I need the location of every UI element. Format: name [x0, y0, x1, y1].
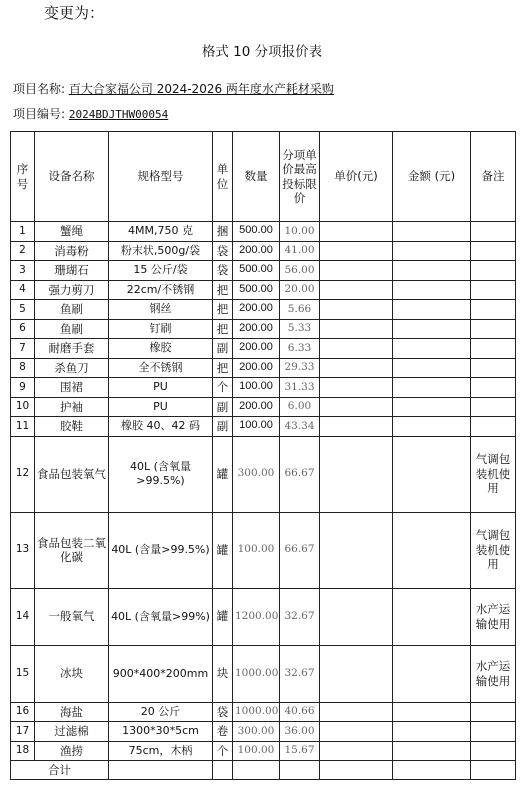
cell-device-name: 一般氧气	[35, 588, 109, 645]
cell-device-name: 胶鞋	[35, 417, 109, 437]
total-cell-empty	[233, 761, 280, 780]
cell-remark	[471, 702, 516, 722]
cell-remark	[471, 339, 516, 359]
cell-quantity: 100.00	[233, 741, 280, 761]
cell-unit-price	[320, 722, 393, 742]
project-code-line	[13, 105, 168, 122]
cell-seq: 6	[11, 319, 35, 339]
cell-remark: 水产运输使用	[471, 645, 516, 702]
cell-spec: 钉刷	[109, 319, 213, 339]
cell-remark	[471, 741, 516, 761]
cell-spec: 1300*30*5cm	[109, 722, 213, 742]
total-cell-empty	[280, 761, 320, 780]
cell-seq: 17	[11, 722, 35, 742]
cell-remark	[471, 280, 516, 300]
project-name-value: 百大合家福公司 2024-2026 两年度水产耗材采购	[68, 82, 334, 96]
cell-seq: 12	[11, 436, 35, 512]
table-row	[11, 358, 516, 378]
cell-quantity: 100.00	[233, 512, 280, 588]
cell-seq: 2	[11, 241, 35, 261]
cell-unit-price	[320, 280, 393, 300]
cell-unit: 副	[213, 397, 233, 417]
cell-quantity: 1000.00	[233, 702, 280, 722]
cell-unit: 捆	[213, 222, 233, 242]
cell-quantity: 500.00	[233, 222, 280, 242]
cell-unit: 把	[213, 319, 233, 339]
cell-spec: 900*400*200mm	[109, 645, 213, 702]
table-header-row	[11, 132, 516, 222]
cell-quantity: 200.00	[233, 358, 280, 378]
header-unit: 单位	[213, 132, 233, 222]
table-row	[11, 339, 516, 359]
cell-remark	[471, 417, 516, 437]
cell-unit: 块	[213, 645, 233, 702]
cell-quantity: 200.00	[233, 397, 280, 417]
cell-device-name: 鱼刷	[35, 300, 109, 320]
cell-seq: 3	[11, 261, 35, 281]
cell-spec: 橡胶	[109, 339, 213, 359]
cell-amount	[393, 722, 471, 742]
cell-quantity: 1000.00	[233, 645, 280, 702]
cell-remark	[471, 397, 516, 417]
cell-unit-price	[320, 222, 393, 242]
cell-max-bid-price: 36.00	[280, 722, 320, 742]
cell-max-bid-price: 6.00	[280, 397, 320, 417]
cell-seq: 14	[11, 588, 35, 645]
cell-unit-price	[320, 417, 393, 437]
cell-amount	[393, 436, 471, 512]
cell-device-name: 冰块	[35, 645, 109, 702]
cell-unit-price	[320, 741, 393, 761]
cell-seq: 10	[11, 397, 35, 417]
table-row	[11, 722, 516, 742]
table-row	[11, 645, 516, 702]
cell-max-bid-price: 66.67	[280, 436, 320, 512]
cell-device-name: 食品包装二氧化碳	[35, 512, 109, 588]
cell-unit: 把	[213, 300, 233, 320]
cell-amount	[393, 588, 471, 645]
cell-spec: 粉末状,500g/袋	[109, 241, 213, 261]
cell-seq: 1	[11, 222, 35, 242]
project-code-value: 2024BDJTHW00054	[68, 108, 169, 121]
cell-amount	[393, 378, 471, 398]
cell-device-name: 护袖	[35, 397, 109, 417]
cell-unit-price	[320, 397, 393, 417]
table-row	[11, 588, 516, 645]
cell-quantity: 200.00	[233, 339, 280, 359]
table-row	[11, 261, 516, 281]
cell-device-name: 渔捞	[35, 741, 109, 761]
cell-unit: 袋	[213, 261, 233, 281]
cell-remark	[471, 261, 516, 281]
header-quantity: 数量	[233, 132, 280, 222]
cell-device-name: 鱼刷	[35, 319, 109, 339]
cell-device-name: 围裙	[35, 378, 109, 398]
cell-unit: 卷	[213, 722, 233, 742]
cell-remark	[471, 319, 516, 339]
cell-spec: 75cm，木柄	[109, 741, 213, 761]
cell-quantity: 100.00	[233, 378, 280, 398]
cell-quantity: 300.00	[233, 722, 280, 742]
cell-unit: 罐	[213, 588, 233, 645]
project-name-label: 项目名称:	[13, 82, 66, 96]
cell-unit-price	[320, 261, 393, 281]
cell-remark	[471, 300, 516, 320]
cell-amount	[393, 741, 471, 761]
cell-amount	[393, 261, 471, 281]
cell-spec: 4MM,750 克	[109, 222, 213, 242]
cell-amount	[393, 319, 471, 339]
cell-max-bid-price: 40.66	[280, 702, 320, 722]
cell-device-name: 蟹绳	[35, 222, 109, 242]
total-cell-empty	[471, 761, 516, 780]
cell-seq: 4	[11, 280, 35, 300]
cell-spec: PU	[109, 378, 213, 398]
cell-unit: 罐	[213, 436, 233, 512]
cell-quantity: 200.00	[233, 241, 280, 261]
cell-remark: 水产运输使用	[471, 588, 516, 645]
cell-max-bid-price: 43.34	[280, 417, 320, 437]
cell-remark	[471, 378, 516, 398]
cell-seq: 13	[11, 512, 35, 588]
cell-max-bid-price: 10.00	[280, 222, 320, 242]
table-row	[11, 397, 516, 417]
cell-device-name: 杀鱼刀	[35, 358, 109, 378]
cell-device-name: 强力剪刀	[35, 280, 109, 300]
cell-seq: 8	[11, 358, 35, 378]
cell-max-bid-price: 15.67	[280, 741, 320, 761]
cell-max-bid-price: 29.33	[280, 358, 320, 378]
header-spec: 规格型号	[109, 132, 213, 222]
cell-seq: 16	[11, 702, 35, 722]
cell-amount	[393, 280, 471, 300]
cell-unit: 副	[213, 417, 233, 437]
cell-unit-price	[320, 512, 393, 588]
cell-quantity: 300.00	[233, 436, 280, 512]
cell-max-bid-price: 5.33	[280, 319, 320, 339]
cell-device-name: 珊瑚石	[35, 261, 109, 281]
table-body	[11, 222, 516, 761]
cell-quantity: 1200.00	[233, 588, 280, 645]
cell-max-bid-price: 32.67	[280, 645, 320, 702]
cell-unit-price	[320, 702, 393, 722]
cell-spec: 40L (含氧量>99.5%)	[109, 436, 213, 512]
project-code-label: 项目编号:	[13, 107, 66, 121]
cell-remark	[471, 222, 516, 242]
cell-amount	[393, 397, 471, 417]
cell-amount	[393, 241, 471, 261]
cell-max-bid-price: 31.33	[280, 378, 320, 398]
cell-max-bid-price: 32.67	[280, 588, 320, 645]
cell-spec: 橡胶 40、42 码	[109, 417, 213, 437]
itemized-quote-table	[10, 131, 516, 780]
total-cell-empty	[320, 761, 393, 780]
project-name-line	[13, 80, 334, 97]
cell-seq: 9	[11, 378, 35, 398]
cell-quantity: 200.00	[233, 319, 280, 339]
cell-unit-price	[320, 358, 393, 378]
header-device-name: 设备名称	[35, 132, 109, 222]
cell-quantity: 500.00	[233, 261, 280, 281]
cell-remark	[471, 241, 516, 261]
cell-unit-price	[320, 319, 393, 339]
table-row	[11, 319, 516, 339]
table-row	[11, 300, 516, 320]
cell-unit-price	[320, 436, 393, 512]
cell-device-name: 耐磨手套	[35, 339, 109, 359]
page-title: 格式 10 分项报价表	[201, 44, 323, 60]
cell-unit-price	[320, 339, 393, 359]
cell-quantity: 100.00	[233, 417, 280, 437]
table-row	[11, 280, 516, 300]
cell-unit: 罐	[213, 512, 233, 588]
cell-spec: PU	[109, 397, 213, 417]
cell-amount	[393, 512, 471, 588]
cell-unit: 把	[213, 358, 233, 378]
cell-spec: 40L (含量>99.5%)	[109, 512, 213, 588]
cell-unit-price	[320, 300, 393, 320]
header-unit-price: 单价(元)	[320, 132, 393, 222]
cell-seq: 7	[11, 339, 35, 359]
table-row	[11, 741, 516, 761]
cell-spec: 15 公斤/袋	[109, 261, 213, 281]
cell-max-bid-price: 66.67	[280, 512, 320, 588]
cell-seq: 5	[11, 300, 35, 320]
table-row	[11, 436, 516, 512]
cell-spec: 20 公斤	[109, 702, 213, 722]
cell-unit: 把	[213, 280, 233, 300]
cell-unit: 个	[213, 378, 233, 398]
cell-max-bid-price: 56.00	[280, 261, 320, 281]
cell-unit-price	[320, 645, 393, 702]
total-label: 合计	[11, 761, 109, 780]
cell-spec: 钢丝	[109, 300, 213, 320]
cell-seq: 18	[11, 741, 35, 761]
cell-amount	[393, 358, 471, 378]
cell-quantity: 500.00	[233, 280, 280, 300]
cell-amount	[393, 300, 471, 320]
header-max-bid-price: 分项单价最高投标限价	[280, 132, 320, 222]
total-row	[11, 761, 516, 780]
cell-remark: 气调包装机使用	[471, 436, 516, 512]
cell-spec: 全不锈钢	[109, 358, 213, 378]
cell-quantity: 200.00	[233, 300, 280, 320]
header-seq: 序号	[11, 132, 35, 222]
cell-max-bid-price: 20.00	[280, 280, 320, 300]
cell-unit-price	[320, 588, 393, 645]
cell-amount	[393, 645, 471, 702]
cell-unit: 袋	[213, 241, 233, 261]
cell-remark	[471, 722, 516, 742]
cell-unit-price	[320, 241, 393, 261]
cell-remark: 气调包装机使用	[471, 512, 516, 588]
cell-amount	[393, 339, 471, 359]
cell-remark	[471, 358, 516, 378]
cell-amount	[393, 702, 471, 722]
cell-seq: 15	[11, 645, 35, 702]
cell-spec: 22cm/不锈钢	[109, 280, 213, 300]
total-cell-empty	[109, 761, 213, 780]
header-remark: 备注	[471, 132, 516, 222]
change-notice-label: 变更为：	[44, 4, 105, 22]
cell-device-name: 过滤棉	[35, 722, 109, 742]
cell-unit: 袋	[213, 702, 233, 722]
table-row	[11, 417, 516, 437]
cell-device-name: 食品包装氧气	[35, 436, 109, 512]
header-amount: 金额 (元)	[393, 132, 471, 222]
cell-amount	[393, 222, 471, 242]
cell-amount	[393, 417, 471, 437]
cell-device-name: 海盐	[35, 702, 109, 722]
table-row	[11, 378, 516, 398]
cell-max-bid-price: 5.66	[280, 300, 320, 320]
cell-spec: 40L (含氧量>99%)	[109, 588, 213, 645]
table-row	[11, 702, 516, 722]
total-cell-empty	[213, 761, 233, 780]
cell-device-name: 消毒粉	[35, 241, 109, 261]
cell-unit: 副	[213, 339, 233, 359]
cell-max-bid-price: 6.33	[280, 339, 320, 359]
cell-max-bid-price: 41.00	[280, 241, 320, 261]
cell-seq: 11	[11, 417, 35, 437]
table-row	[11, 241, 516, 261]
cell-unit: 个	[213, 741, 233, 761]
cell-unit-price	[320, 378, 393, 398]
table-row	[11, 222, 516, 242]
total-cell-empty	[393, 761, 471, 780]
table-row	[11, 512, 516, 588]
